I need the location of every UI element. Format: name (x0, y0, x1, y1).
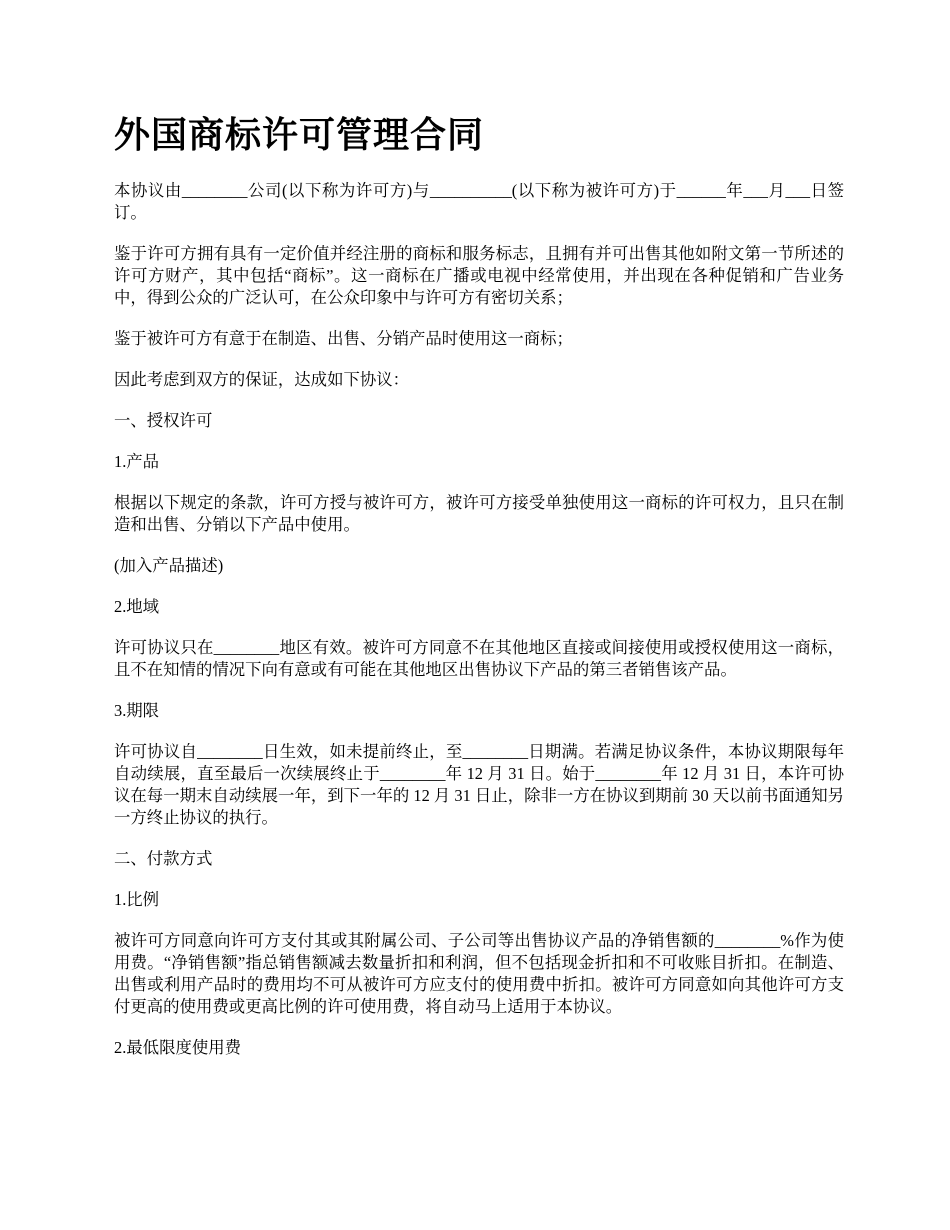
paragraph-whereas-licensee: 鉴于被许可方有意于在制造、出售、分销产品时使用这一商标； (114, 329, 573, 348)
paragraph-term: 许可协议自________日生效，如未提前终止，至________日期满。若满足协议条件，本协议期限每年自动续展，直至最后一次续展终止于________年 12 月 31 日。始于________年 12 月 31 日，本许可协议在每一期末自动续展一年，到下一年的 12 月 31 日止，除非一方在协议到期前 30 天以前书面通知另一方终止协议的执行。 (114, 742, 844, 827)
document-page (114, 112, 844, 1078)
subsection-heading-territory: 2.地域 (114, 597, 160, 616)
document-title: 外国商标许可管理合同 (114, 115, 485, 156)
subsection-heading-minimum-royalty: 2.最低限度使用费 (114, 1038, 242, 1057)
paragraph-product-description: (加入产品描述) (114, 556, 224, 575)
subsection-heading-term: 3.期限 (114, 701, 160, 720)
section-heading-grant: 一、授权许可 (114, 411, 213, 430)
paragraph-territory: 许可协议只在________地区有效。被许可方同意不在其他地区直接或间接使用或授权使用这一商标，且不在知情的情况下向有意或有可能在其他地区出售协议下产品的第三者销售该产品。 (114, 638, 844, 679)
subsection-heading-rate: 1.比例 (114, 890, 160, 909)
paragraph-agreement: 因此考虑到双方的保证，达成如下协议： (114, 370, 410, 389)
section-heading-payment: 二、付款方式 (114, 849, 213, 868)
paragraph-rate: 被许可方同意向许可方支付其或其附属公司、子公司等出售协议产品的净销售额的________%作为使用费。“净销售额”指总销售额减去数量折扣和利润，但不包括现金折扣和不可收账目折扣。在制造、出售或利用产品时的费用均不可从被许可方应支付的使用费中折扣。被许可方同意如向其他许可方支付更高的使用费或更高比例的许可使用费，将自动马上适用于本协议。 (114, 931, 844, 1016)
paragraph-parties: 本协议由________公司(以下称为许可方)与__________(以下称为被许可方)于______年___月___日签订。 (114, 181, 844, 222)
subsection-heading-products: 1.产品 (114, 452, 160, 471)
paragraph-products: 根据以下规定的条款，许可方授与被许可方，被许可方接受单独使用这一商标的许可权力，且只在制造和出售、分销以下产品中使用。 (114, 493, 844, 534)
paragraph-whereas-licensor: 鉴于许可方拥有具有一定价值并经注册的商标和服务标志，且拥有并可出售其他如附文第一节所述的许可方财产，其中包括“商标”。这一商标在广播或电视中经常使用，并出现在各种促销和广告业务中，得到公众的广泛认可，在公众印象中与许可方有密切关系； (114, 244, 844, 307)
